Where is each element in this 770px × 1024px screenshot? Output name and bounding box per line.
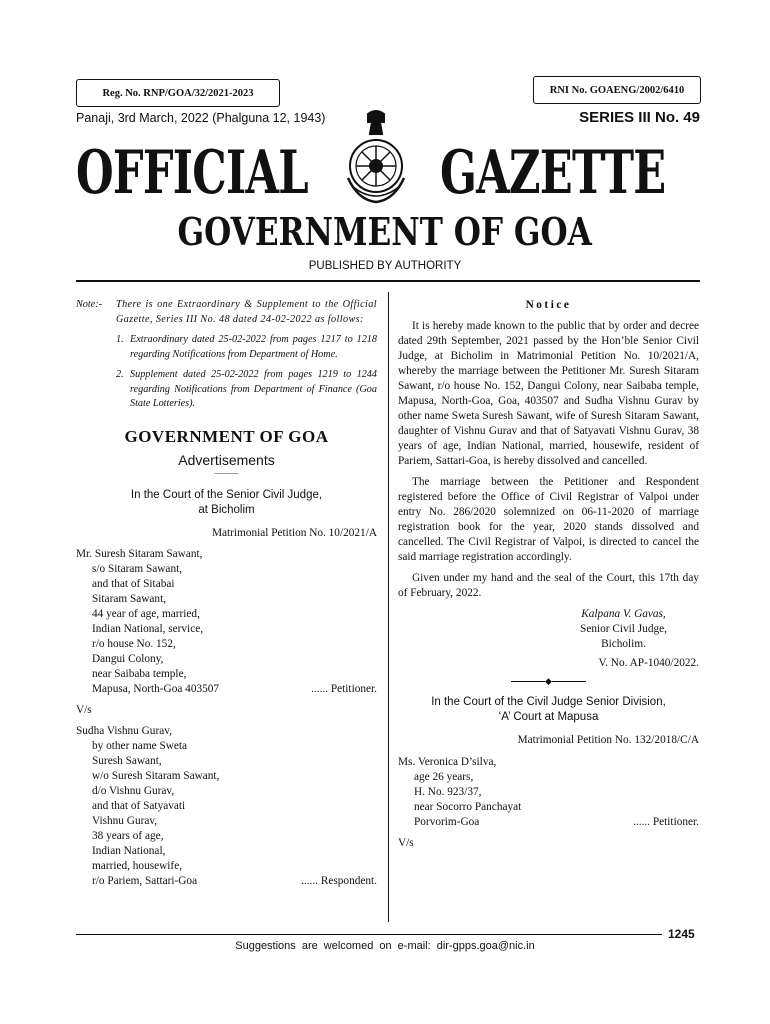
notice-paragraph-2: The marriage between the Petitioner and Respondent registered before the Office of Civil Registrar of Valpoi under entry No. 286/2020 solemnized on 06-11-2020 of marriage registration book for the year, 2020 stands dissolved and cancelled. The Civil Registrar of Valpoi, is directed to cancel the said marriage registration accordingly. [398, 476, 699, 563]
note-item-1-text: Extraordinary dated 25-02-2022 from pages 1217 to 1218 regarding Notifications from Department of Home. [130, 334, 377, 360]
court-heading-line-1: In the Court of the Senior Civil Judge, [130, 488, 323, 501]
note-block [76, 298, 377, 412]
petitioner-2-tag: ...... Petitioner. [633, 816, 699, 828]
petition-2-number: Matrimonial Petition No. 132/2018/C/A [517, 734, 699, 746]
note-item-2-text: Supplement dated 25-02-2022 from pages 1219 to 1244 regarding Notifications from Department of Finance (Goa State Lotteries). [130, 369, 377, 409]
registration-number-box [76, 79, 280, 107]
versus-label-2: V/s [398, 837, 414, 849]
note-item-1 [116, 333, 377, 362]
advertisements-heading: Advertisements [178, 451, 275, 468]
dateline: Panaji, 3rd March, 2022 (Phalguna 12, 1943) [76, 111, 326, 125]
versus-label: V/s [76, 703, 92, 716]
masthead [76, 138, 700, 208]
series-number: SERIES III No. 49 [579, 109, 700, 126]
petitioner-line: Indian National, service, [92, 622, 204, 635]
section-separator: ◆ [398, 675, 699, 687]
petitioner-line: Sitaram Sawant, [92, 592, 167, 605]
court-2-heading-line-1: In the Court of the Civil Judge Senior Division, [431, 696, 666, 708]
court-heading-line-2: at Bicholim [198, 503, 255, 516]
state-emblem-icon [338, 108, 414, 208]
government-heading: GOVERNMENT OF GOA [124, 426, 329, 446]
petitioner-line: near Saibaba temple, [92, 667, 187, 680]
registration-number: Reg. No. RNP/GOA/32/2021-2023 [102, 87, 254, 99]
signatory-name: Kalpana V. Gavas, [581, 608, 666, 620]
petitioner-line: and that of Sitabai [92, 577, 175, 590]
petitioner-line: r/o house No. 152, [92, 637, 176, 650]
column-divider [388, 292, 389, 922]
left-column [76, 298, 377, 889]
petitioner-2-block [398, 755, 699, 830]
petitioner-block [76, 547, 377, 697]
page-number: 1245 [668, 927, 695, 941]
petitioner-2-line: near Socorro Panchayat [414, 801, 522, 813]
note-item-2 [116, 368, 377, 412]
signature-block [548, 607, 699, 652]
published-by-authority: PUBLISHED BY AUTHORITY [308, 260, 462, 272]
right-column [398, 298, 699, 851]
rni-number-box [533, 76, 701, 104]
petition-number: Matrimonial Petition No. 10/2021/A [211, 526, 377, 539]
respondent-tag: ...... Respondent. [301, 874, 377, 887]
petitioner-line: s/o Sitaram Sawant, [92, 562, 183, 575]
respondent-line: by other name Sweta [92, 739, 188, 752]
masthead-official: OFFICIAL [76, 138, 308, 208]
signatory-place: Bicholim. [601, 638, 646, 650]
court-2-heading-line-2: ‘A’ Court at Mapusa [498, 711, 599, 723]
note-item-1-number: 1. [116, 334, 124, 345]
note-label: Note:- [76, 299, 103, 310]
respondent-line: r/o Pariem, Sattari-Goa ...... Respondent. [92, 874, 377, 887]
petitioner-2-line: Porvorim-Goa ...... Petitioner. [414, 816, 699, 828]
respondent-line: 38 years of age, [92, 829, 164, 842]
respondent-line: Suresh Sawant, [92, 754, 162, 767]
respondent-block [76, 724, 377, 889]
respondent-line: married, housewife, [92, 859, 183, 872]
respondent-line: Sudha Vishnu Gurav, [76, 724, 172, 737]
respondent-line: w/o Suresh Sitaram Sawant, [92, 769, 220, 782]
petitioner-line: 44 year of age, married, [92, 607, 200, 620]
petitioner-line: Mapusa, North-Goa 403507 ...... Petitioner. [92, 682, 377, 695]
petitioner-2-line: Ms. Veronica D’silva, [398, 756, 497, 768]
petitioner-line: Mr. Suresh Sitaram Sawant, [76, 547, 203, 560]
petitioner-tag: ...... Petitioner. [311, 682, 377, 695]
rni-number: RNI No. GOAENG/2002/6410 [549, 84, 685, 96]
footer-rule [76, 934, 662, 935]
notice-paragraph-1: It is hereby made known to the public that by order and decree dated 29th September, 2021 passed by the Hon’ble Senior Civil Judge, at Bicholim in Matrimonial Petition No. 10/2021/A, whereby the marriage between the Petitioner Mr. Suresh Sitaram Sawant, r/o house No. 152, Dangui Colony, near Saibaba temple, Mapusa, North-Goa, Goa, 403507 and Sudha Vishnu Gurav by other name Sweta Suresh Sawant, wife of Suresh Sitaram Sawant, daughter of Vishnu Gurav and that of Satyavati Vishnu Gurav, 38 years of age, Indian National, married, housewife, resident of Pariem, Sattari-Goa, is hereby dissolved and cancelled. [398, 320, 699, 467]
respondent-line: Vishnu Gurav, [92, 814, 158, 827]
respondent-line: and that of Satyavati [92, 799, 186, 812]
note-intro: There is one Extraordinary & Supplement to the Official Gazette, Series III No. 48 dated 24-02-2022 as follows: [116, 299, 377, 325]
header-rule [76, 280, 700, 282]
respondent-line: Indian National, [92, 844, 166, 857]
footer-suggestion: Suggestions are welcomed on e-mail: dir-gpps.goa@nic.in [235, 940, 535, 952]
petitioner-2-line: H. No. 923/37, [414, 786, 482, 798]
notice-paragraph-3: Given under my hand and the seal of the Court, this 17th day of February, 2022. [398, 572, 699, 599]
respondent-line: d/o Vishnu Gurav, [92, 784, 175, 797]
masthead-government-of-goa: GOVERNMENT OF GOA [177, 209, 593, 254]
voucher-number: V. No. AP-1040/2022. [598, 657, 699, 669]
signatory-title: Senior Civil Judge, [580, 623, 667, 635]
petitioner-line: Dangui Colony, [92, 652, 164, 665]
notice-title: Notice [525, 299, 572, 311]
petitioner-2-line: age 26 years, [414, 771, 474, 783]
masthead-gazette: GAZETTE [440, 138, 666, 208]
heading-dash: ——— [214, 467, 239, 477]
note-item-2-number: 2. [116, 369, 124, 380]
